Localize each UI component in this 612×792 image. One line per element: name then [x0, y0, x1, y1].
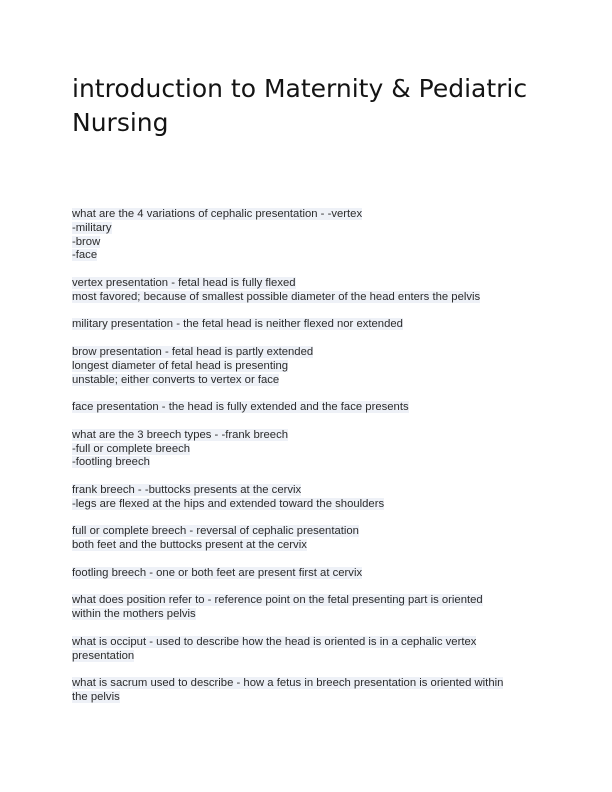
flashcard-answer-line	[72, 249, 540, 263]
flashcard-answer-line	[72, 360, 540, 374]
flashcard-entry	[72, 567, 540, 581]
flashcard-question-line	[72, 208, 540, 222]
flashcard-entry	[72, 525, 540, 553]
line-text: what are the 3 breech types - -frank breech	[72, 428, 289, 441]
flashcard-answer-line	[72, 539, 540, 553]
flashcard-answer-line	[72, 222, 540, 236]
flashcard-entry	[72, 277, 540, 305]
line-text: footling breech - one or both feet are present first at cervix	[72, 566, 363, 579]
flashcard-answer-line	[72, 498, 540, 512]
line-text: what is occiput - used to describe how the head is oriented is in a cephalic vertex	[72, 635, 477, 648]
line-text: -full or complete breech	[72, 442, 191, 455]
flashcard-entry	[72, 346, 540, 387]
flashcard-question-line	[72, 346, 540, 360]
line-text: both feet and the buttocks present at the cervix	[72, 539, 307, 552]
flashcard-list	[72, 208, 540, 718]
flashcard-question-line	[72, 484, 540, 498]
flashcard-question-line	[72, 525, 540, 539]
line-text: vertex presentation - fetal head is fully flexed	[72, 276, 296, 289]
flashcard-question-line	[72, 636, 540, 650]
flashcard-entry	[72, 636, 540, 664]
flashcard-entry	[72, 401, 540, 415]
flashcard-question-line	[72, 677, 540, 691]
flashcard-question-line	[72, 277, 540, 291]
line-text: -brow	[72, 235, 101, 248]
flashcard-answer-line	[72, 236, 540, 250]
line-text: the pelvis	[72, 690, 120, 703]
flashcard-entry	[72, 429, 540, 470]
line-text: what are the 4 variations of cephalic presentation - -vertex	[72, 208, 363, 220]
line-text: within the mothers pelvis	[72, 608, 196, 621]
flashcard-answer-line	[72, 456, 540, 470]
document-title: introduction to Maternity & Pediatric Nursing	[72, 74, 528, 137]
line-text: brow presentation - fetal head is partly extended	[72, 345, 314, 358]
flashcard-question-line	[72, 594, 540, 608]
line-text: face presentation - the head is fully extended and the face presents	[72, 401, 409, 414]
line-text: -military	[72, 221, 112, 234]
line-text: frank breech - -buttocks presents at the cervix	[72, 483, 302, 496]
line-text: -legs are flexed at the hips and extended toward the shoulders	[72, 497, 385, 510]
line-text: longest diameter of fetal head is presenting	[72, 359, 289, 372]
flashcard-answer-line	[72, 650, 540, 664]
flashcard-answer-line	[72, 291, 540, 305]
flashcard-question-line	[72, 429, 540, 443]
flashcard-answer-line	[72, 691, 540, 705]
line-text: -face	[72, 249, 98, 262]
line-text: most favored; because of smallest possible diameter of the head enters the pelvis	[72, 290, 481, 303]
flashcard-entry	[72, 318, 540, 332]
line-text: presentation	[72, 649, 135, 662]
flashcard-entry	[72, 208, 540, 263]
flashcard-question-line	[72, 401, 540, 415]
line-text: -footling breech	[72, 456, 150, 469]
flashcard-answer-line	[72, 608, 540, 622]
flashcard-entry	[72, 677, 540, 705]
flashcard-answer-line	[72, 443, 540, 457]
line-text: unstable; either converts to vertex or face	[72, 373, 280, 386]
flashcard-entry	[72, 484, 540, 512]
line-text: military presentation - the fetal head is neither flexed nor extended	[72, 318, 403, 331]
line-text: what is sacrum used to describe - how a fetus in breech presentation is oriented within	[72, 677, 504, 690]
flashcard-entry	[72, 594, 540, 622]
line-text: what does position refer to - reference point on the fetal presenting part is oriented	[72, 594, 483, 607]
line-text: full or complete breech - reversal of cephalic presentation	[72, 525, 359, 538]
flashcard-answer-line	[72, 374, 540, 388]
flashcard-question-line	[72, 567, 540, 581]
flashcard-question-line	[72, 318, 540, 332]
